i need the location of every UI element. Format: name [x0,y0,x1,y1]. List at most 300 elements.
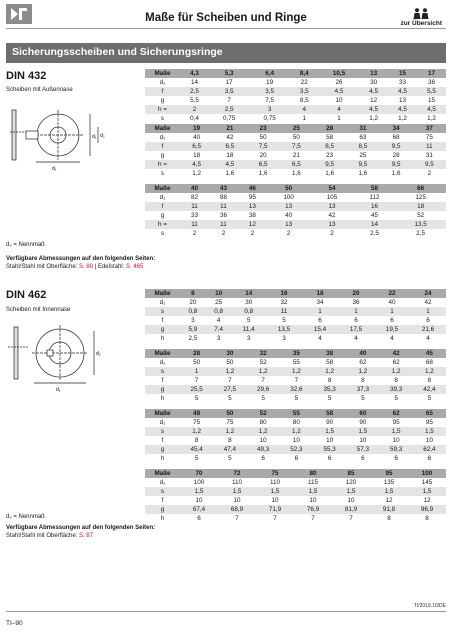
table-cell: 4 [318,335,322,342]
table-cell: 7,4 [206,325,232,334]
row-label: f [161,497,164,504]
table-cell: 47,4 [213,445,246,454]
table-cell: 23 [326,152,334,159]
table-cell: 54 [310,184,353,193]
row-label: g [160,152,165,159]
table-cell: 42 [424,299,432,306]
table-row [145,298,446,307]
row-label: g [160,97,165,104]
table-cell: 20 [189,299,197,306]
row-label: d₁ [159,134,166,141]
table-cell: 58 [313,409,346,418]
table-cell: 3,5 [290,87,319,96]
table-cell: 2 [427,170,432,177]
table-cell: 33 [190,212,198,219]
table-header-row [145,184,446,193]
table-cell: 7 [228,377,232,384]
table-row [145,202,446,211]
table-cell: 3 [191,317,195,324]
table-cell: 21 [213,124,246,133]
table-cell: 62 [392,359,400,366]
table-cell: 6,5 [247,160,280,169]
table-cell: 13 [267,220,310,229]
table-cell: 52 [247,409,280,418]
table-cell: 40 [346,349,379,358]
row-label: d₁ [159,299,166,306]
table-cell: 0,75 [223,115,236,122]
table-cell: 4 [290,105,319,114]
table-cell: 59,3 [380,445,413,454]
section-title: Sicherungsscheiben und Sicherungsringe [6,43,446,63]
table-cell: 9,5 [380,142,413,151]
table-cell: 1,2 [213,367,246,376]
table-cell: 110 [269,479,281,486]
table-cell: 1,5 [313,427,346,436]
table-cell: 8 [361,377,365,384]
table-cell: 11,4 [231,325,266,334]
table-row [145,105,446,114]
table-cell: 13 [399,97,407,104]
table-row [145,160,446,169]
table-cell: 34 [316,299,324,306]
table-cell: 0,8 [180,307,206,316]
table-cell: 20 [259,152,267,159]
table-cell: 1,2 [313,367,346,376]
table-cell: 4,5 [388,87,417,96]
row-label: Maße [145,289,180,298]
table-cell: 11 [209,202,238,211]
table-cell: 6,4 [249,69,289,78]
table-cell: 1,2 [247,427,280,436]
table-cell: 6 [261,455,265,462]
table-cell: 7 [273,515,277,522]
table-cell: 5,9 [180,325,206,334]
table-cell: 5,5 [417,87,446,96]
table-cell: 40 [193,134,201,141]
table-cell: 3 [246,335,251,342]
row-label: s [160,115,165,122]
din432-title: DIN 432 [6,70,47,82]
table-cell: 1 [338,307,374,316]
table-cell: 125 [415,194,426,201]
table-cell: 5 [228,455,232,462]
row-label: h [160,335,165,342]
table-cell: 8,5 [346,142,379,151]
row-label: Maße [145,469,180,478]
table-cell: 19 [266,79,274,86]
table-cell: 39,3 [380,385,413,394]
table-row [145,316,446,325]
table-cell: 5 [294,395,299,402]
table-cell: 46 [238,184,267,193]
table-cell: 10 [309,497,317,504]
table-cell: 1,2 [346,367,379,376]
table-cell: 80 [292,419,300,426]
table-cell: 28 [392,152,400,159]
table-cell: 8,4 [290,69,319,78]
table-cell: 42 [328,212,336,219]
table-cell: 42,4 [413,385,446,394]
table-cell: 11 [209,220,238,229]
table-cell: 1,6 [325,170,334,177]
table-cell: 4,5 [359,105,388,114]
table-row [145,427,446,436]
table-cell: 3 [249,105,289,114]
table-cell: 50 [193,359,201,366]
row-label: d₁ [159,79,166,86]
table-cell: 68 [425,359,433,366]
table-cell: 1 [337,115,341,122]
table-cell: 2 [192,230,197,237]
table-cell: 2,5 [209,105,249,114]
table-cell: 4,5 [213,160,246,169]
table-cell: 13 [359,69,388,78]
row-label: s [160,170,165,177]
din462-avail-title: Verfügbare Abmessungen auf den folgenden Seiten: [6,525,156,531]
table-cell: 10 [335,97,343,104]
table-cell: 7 [235,515,239,522]
din432-avail-sep: | Edelstahl: [93,264,126,270]
table-cell: 31 [346,124,379,133]
table-cell: 6,5 [280,160,313,169]
row-label: f [145,142,180,151]
table-cell: 10 [195,497,203,504]
din462-nominal-note: d₂ = Nennmaß [6,514,45,520]
svg-text:d₁: d₁ [52,166,57,172]
din432-avail-title: Verfügbare Abmessungen auf den folgenden Seiten: [6,256,156,262]
row-label: g [160,212,165,219]
table-cell: 1,5 [413,427,446,436]
table-cell: 12 [423,497,431,504]
table-header-row [145,469,446,478]
table-cell: 112 [369,194,380,201]
table-cell: 5,3 [209,69,249,78]
row-label: Maße [145,69,180,78]
table-row [145,307,446,316]
table-cell: 32,6 [280,385,313,394]
table-cell: 80 [294,469,332,478]
page-number: TI–90 [6,620,23,627]
table-cell: 25 [215,299,223,306]
table-cell: 4 [319,105,359,114]
row-label: g [145,445,180,454]
table-cell: 0,4 [190,115,199,122]
table-row [145,505,446,514]
overview-label: zur Übersicht [400,20,442,27]
table-cell: 11 [413,142,446,151]
table-cell: 52,3 [280,445,313,454]
table-cell: 1,2 [380,367,413,376]
table-cell: 90 [359,419,367,426]
table-cell: 3 [282,335,286,342]
table-cell: 1,5 [332,487,370,496]
din462-table-4 [145,469,446,523]
table-cell: 25 [280,124,313,133]
table-cell: 32 [247,349,280,358]
table-cell: 50 [259,134,267,141]
svg-text:d₂: d₂ [100,133,105,139]
table-cell: 4 [426,335,430,342]
table-cell: 13 [267,202,310,211]
table-cell: 8 [394,377,398,384]
din432-table-1 [145,69,446,123]
table-row [145,133,446,142]
table-cell: 8 [387,515,391,522]
table-cell: 10 [271,497,279,504]
row-label: s [145,367,180,376]
table-cell: 6 [354,317,358,324]
table-cell: 58 [326,134,334,141]
table-cell: 29,6 [247,385,280,394]
table-row [145,436,446,445]
table-cell: 30 [213,349,246,358]
table-cell: 13 [310,202,353,211]
table-cell: 95 [425,419,433,426]
table-cell: 4,5 [319,87,359,96]
table-cell: 1,5 [380,427,413,436]
table-cell: 18 [193,152,201,159]
table-cell: 68,9 [218,505,256,514]
table-row [145,78,446,87]
table-cell: 38 [313,349,346,358]
table-cell: 2,5 [416,230,425,237]
table-cell: 28 [313,124,346,133]
table-cell: 60 [346,409,379,418]
table-cell: 6 [390,317,394,324]
table-cell: 4,3 [180,69,209,78]
table-cell: 36 [219,212,227,219]
table-row [145,96,446,105]
table-cell: 67,4 [180,505,218,514]
table-cell: 75 [193,419,201,426]
table-cell: 1,2 [180,427,213,436]
table-cell: 1,5 [346,427,379,436]
row-label: d₁ [159,419,166,426]
table-cell: 82 [190,194,198,201]
table-row [145,114,446,123]
table-header-row [145,409,446,418]
table-cell: 14 [190,79,198,86]
table-cell: 32 [280,299,288,306]
row-label: f [161,317,164,324]
table-row [145,220,446,229]
row-label: Maße [145,409,180,418]
table-cell: 4 [390,335,394,342]
table-cell: 80 [259,419,267,426]
table-cell: 16 [266,289,302,298]
table-cell: 12 [370,97,378,104]
din432-table-2 [145,124,446,178]
table-cell: 52 [259,359,267,366]
row-label: d₁ [159,479,166,486]
table-cell: 15 [427,97,435,104]
table-cell: 30 [245,299,253,306]
table-row [145,229,446,238]
table-cell: 1,6 [291,170,301,177]
table-cell: 10 [233,497,241,504]
table-cell: 135 [383,479,395,486]
table-cell: 6 [361,455,365,462]
row-label: g [145,505,180,514]
table-row [145,385,446,394]
table-cell: 2,5 [180,87,209,96]
table-cell: 85 [332,469,370,478]
table-cell: 12 [385,497,393,504]
table-cell: 5 [327,395,332,402]
table-cell: 4,5 [359,87,388,96]
table-cell: 68 [392,134,400,141]
table-cell: 81,9 [332,505,370,514]
row-label: g [145,325,180,334]
table-cell: 6 [318,317,322,324]
row-label: h [160,515,165,522]
table-cell: 10 [292,437,300,444]
row-label: Maße [145,184,180,193]
table-cell: 100 [283,194,294,201]
table-cell: 75 [425,134,433,141]
table-cell: 16 [354,202,396,211]
table-cell: 6 [294,455,299,462]
table-cell: 42 [380,349,413,358]
table-cell: 62,4 [413,445,446,454]
table-cell: 10 [392,437,400,444]
table-header-row [145,69,446,78]
table-cell: 45,4 [180,445,213,454]
table-cell: 19,5 [374,325,410,334]
table-cell: 95 [370,469,408,478]
table-cell: 1 [410,307,446,316]
overview-link[interactable] [400,8,442,27]
table-cell: 38 [248,212,256,219]
table-cell: 65 [413,409,446,418]
row-label: h = [145,160,180,169]
table-cell: 45 [371,212,379,219]
table-cell: 91,8 [370,505,408,514]
din462-table-2 [145,349,446,403]
table-cell: 40 [180,184,209,193]
table-cell: 10 [326,437,334,444]
table-cell: 13 [238,202,267,211]
table-cell: 5 [246,317,251,324]
table-cell: 1,5 [370,487,408,496]
table-header-row [145,289,446,298]
table-row [145,358,446,367]
table-cell: 36 [352,299,360,306]
row-label: Maße [145,124,180,133]
table-cell: 6 [327,455,332,462]
table-cell: 5 [228,395,232,402]
table-cell: 1,2 [247,367,280,376]
table-cell: 1 [302,307,338,316]
din432-table-3 [145,184,446,238]
people-icon [412,8,430,19]
table-cell: 5 [361,395,365,402]
table-cell: 57,3 [346,445,379,454]
row-label: s [145,487,180,496]
row-label: f [161,377,164,384]
table-cell: 8 [327,377,332,384]
table-cell: 4 [354,335,358,342]
table-cell: 7 [311,515,315,522]
table-cell: 1,2 [192,170,201,177]
table-cell: 2 [330,230,334,237]
din432-avail-prefix: Stahl/Stahl mit Oberfläche: [6,264,80,270]
svg-text:d₁: d₁ [92,134,97,140]
table-cell: 8 [427,377,432,384]
table-cell: 96,9 [408,505,446,514]
table-cell: 18 [395,202,446,211]
table-cell: 50 [226,359,234,366]
table-cell: 90 [326,419,334,426]
row-label: f [161,437,164,444]
table-cell: 0,8 [231,307,266,316]
table-cell: 6 [394,455,398,462]
table-cell: 5,5 [190,97,199,104]
table-cell: 6,5 [213,142,246,151]
table-cell: 1,5 [294,487,332,496]
table-cell: 95 [392,419,400,426]
table-cell: 1,2 [369,115,378,122]
table-cell: 1,2 [213,427,246,436]
table-cell: 58 [326,359,334,366]
table-cell: 25,5 [180,385,213,394]
table-cell: 75 [226,419,234,426]
table-cell: 33 [399,79,407,86]
din462-steel-link[interactable]: S. 87 [79,533,94,539]
table-cell: 1 [180,367,213,376]
table-row [145,487,446,496]
row-label: f [145,87,180,96]
table-cell: 55,3 [313,445,346,454]
table-cell: 13,5 [266,325,302,334]
table-cell: 72 [218,469,256,478]
table-cell: 15,4 [302,325,338,334]
din432-steel-link[interactable]: S. 80 [79,264,94,270]
table-cell: 1,5 [180,487,218,496]
table-cell: 7 [294,377,299,384]
svg-text:d₂: d₂ [96,351,101,357]
table-cell: 71,9 [256,505,294,514]
table-cell: 145 [421,479,433,486]
table-cell: 8,5 [313,142,346,151]
table-cell: 22 [374,289,410,298]
table-cell: 76,9 [294,505,332,514]
table-cell: 95 [248,194,256,201]
table-cell: 1,6 [358,170,368,177]
table-row [145,496,446,505]
table-cell: 5 [427,395,432,402]
din432-stainless-link[interactable]: S. 465 [125,264,144,270]
din462-avail-prefix: Stahl/Stahl mit Oberfläche: [6,533,80,539]
din432-technical-drawing [6,100,111,178]
table-cell: 1,5 [408,487,446,496]
table-cell: 0,8 [206,307,232,316]
table-cell: 24 [410,289,446,298]
table-cell: 8 [425,515,429,522]
table-cell: 62 [380,409,413,418]
table-cell: 12 [238,220,267,229]
table-cell: 4,5 [388,105,417,114]
table-cell: 15 [388,69,417,78]
table-cell: 1,2 [413,367,446,376]
table-cell: 10 [206,289,232,298]
table-cell: 100 [193,479,205,486]
table-row [145,418,446,427]
table-cell: 40 [285,212,293,219]
table-cell: 0,75 [263,115,276,122]
table-cell: 2 [221,230,226,237]
table-cell: 10 [259,437,267,444]
